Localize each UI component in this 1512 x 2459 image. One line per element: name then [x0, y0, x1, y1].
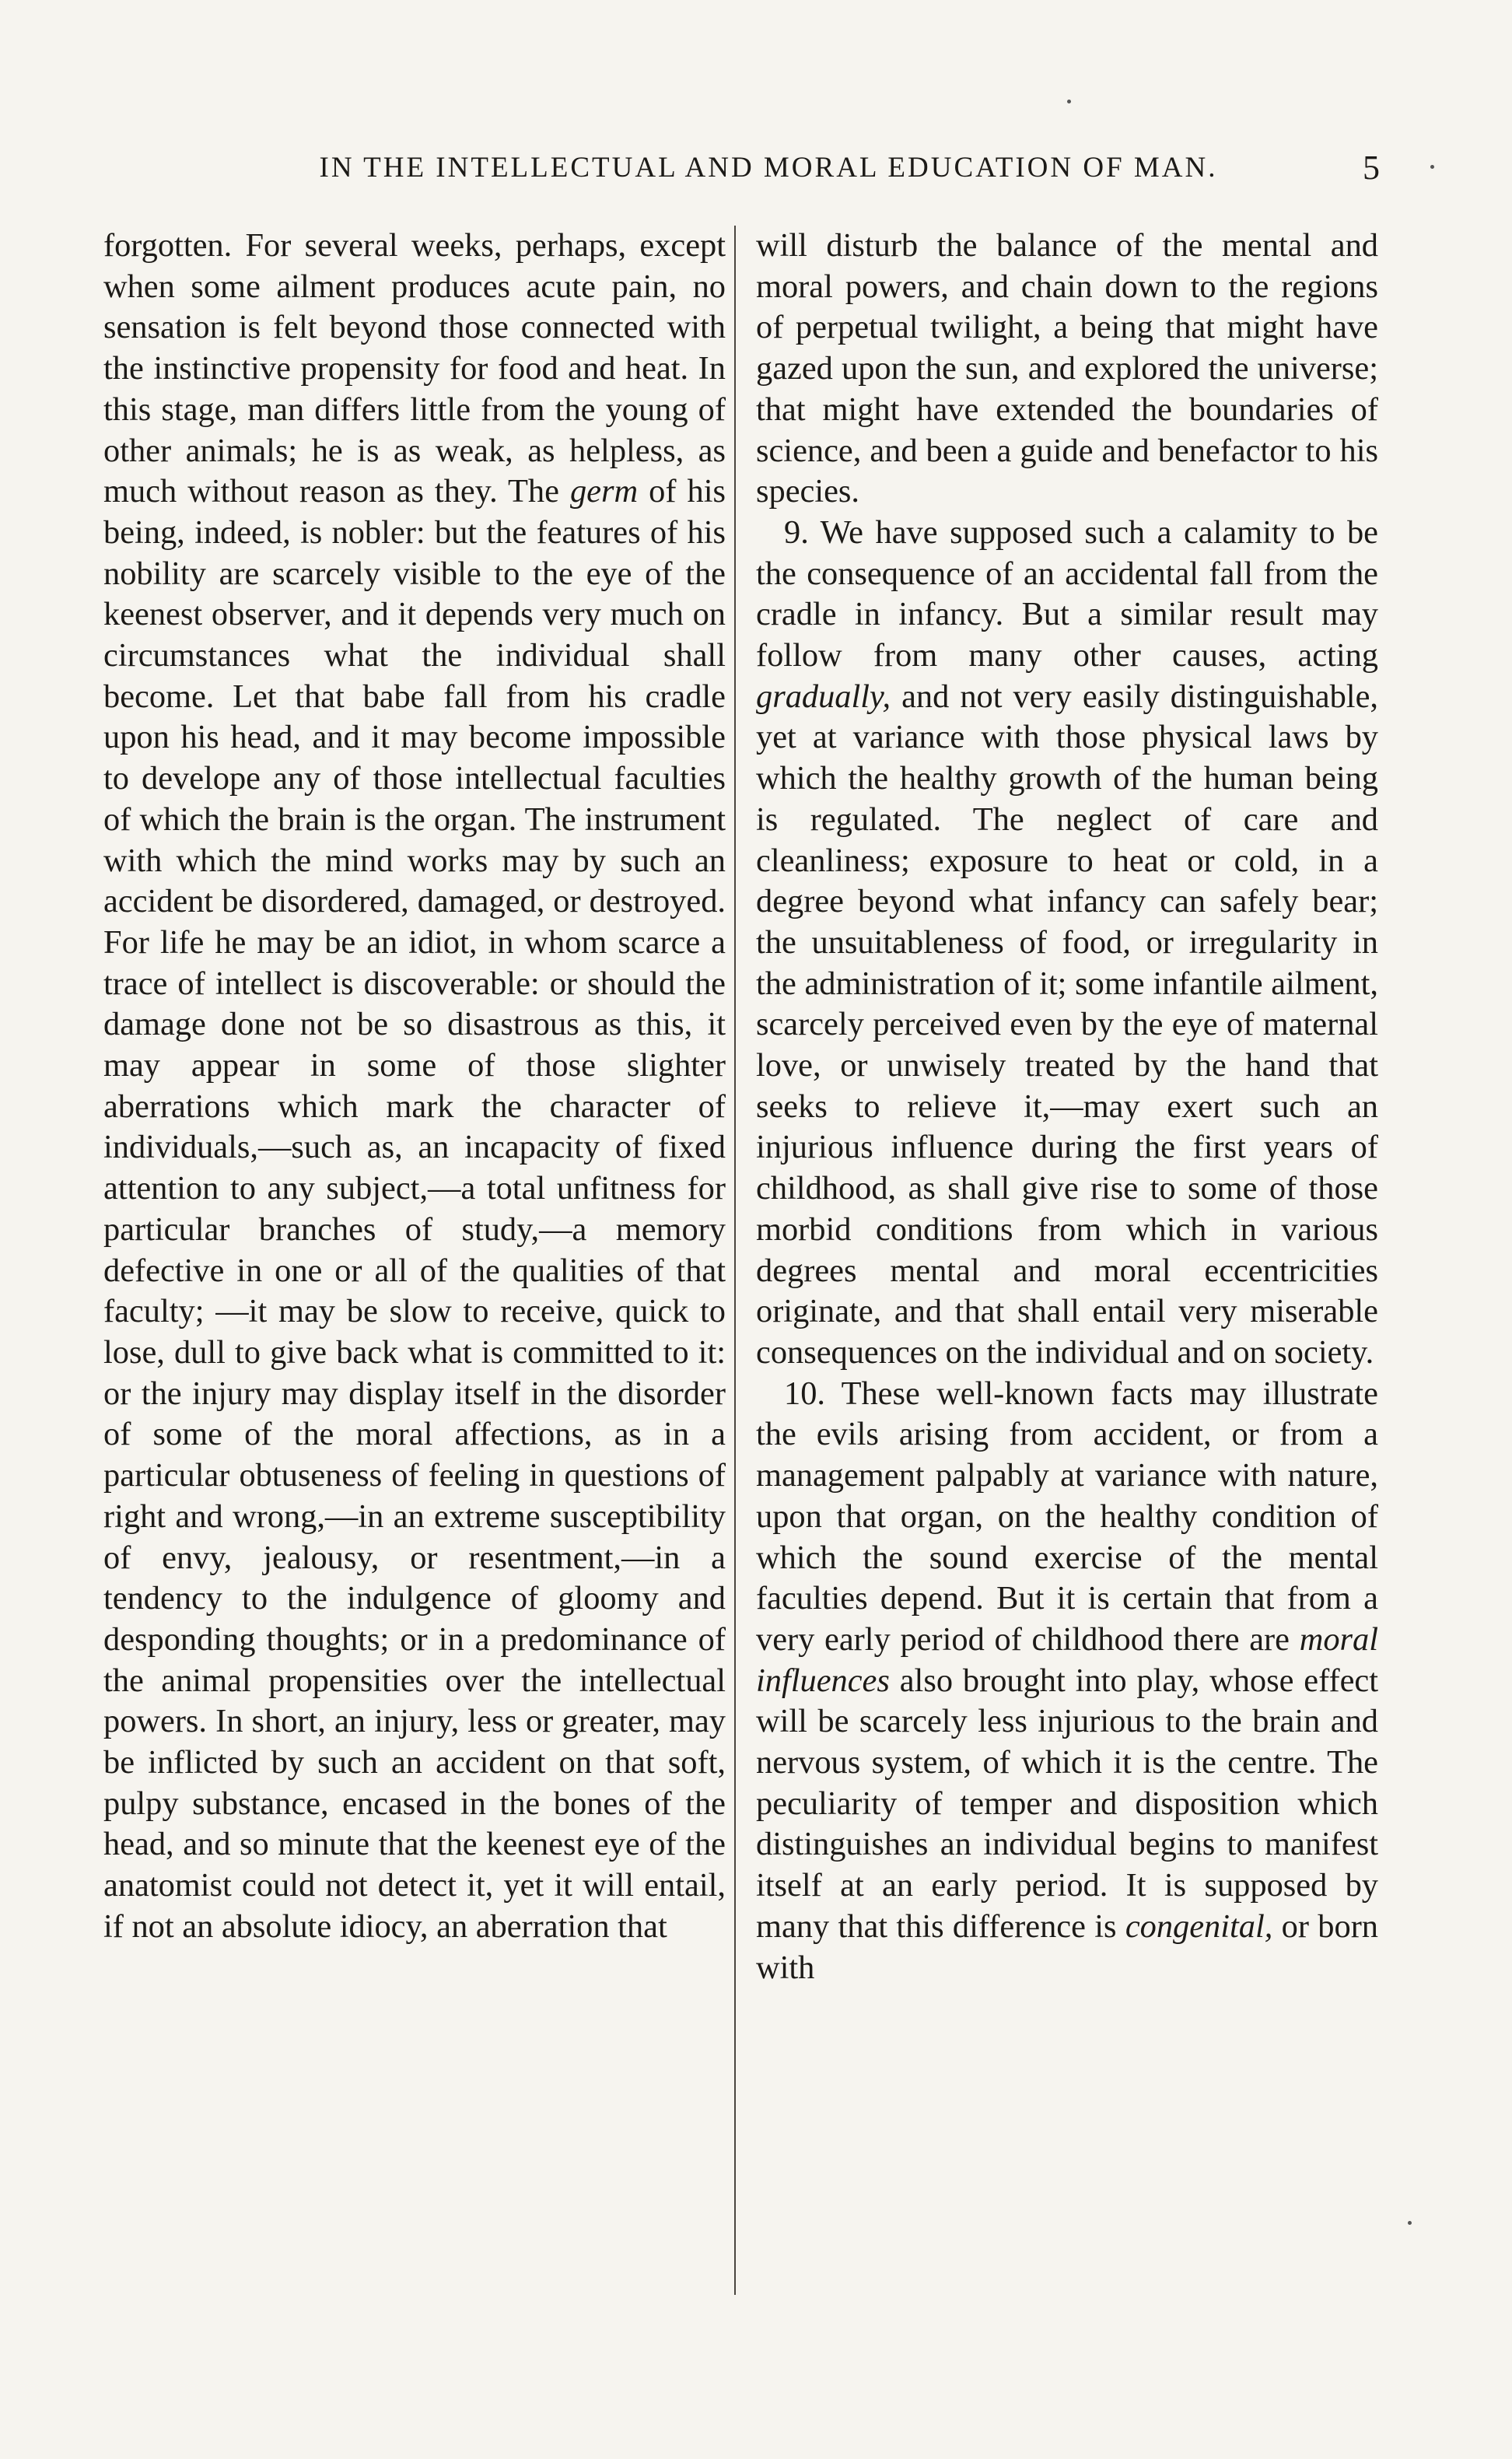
paragraph-10-text-c: or born with: [756, 1907, 1379, 1986]
column-divider: [734, 226, 736, 2295]
right-column: [756, 226, 1378, 1988]
paragraph-9-text-b: and not very easily distinguishable, yet at variance with those physical laws by which the healthy growth of the human being is regulated. The neglect of care and cleanliness; exposure to heat or cold, in a degree beyond what infancy can safely bear; the unsuitableness of food, or irregularity in the administration of it; some infantile ailment, scarcely perceived even by the eye of maternal love, or unwisely treated by the hand that seeks to relieve it,—may exert such an injurious influence during the first years of childhood, as shall give rise to some of those morbid conditions from which in various degrees mental and moral eccentricities originate, and that shall entail very miserable consequences on the individual and on society.: [756, 678, 1378, 1371]
left-column: [103, 226, 726, 1948]
right-paragraph-continued: will disturb the balance of the mental and moral powers, and chain down to the regions of perpetual twilight, a being that might have gazed upon the sun, and explored the universe; that might have extended the boundaries of science, and been a guide and benefactor to his species.: [756, 227, 1378, 510]
running-title: IN THE INTELLECTUAL AND MORAL EDUCATION OF MAN.: [319, 152, 1218, 184]
paragraph-9-number: 9.: [784, 513, 809, 551]
print-speck: [1408, 2221, 1412, 2225]
germ-emphasis: germ: [569, 473, 639, 510]
gradually-emphasis: gradually,: [756, 678, 891, 715]
paragraph-10-number: 10.: [784, 1375, 825, 1412]
paragraph-10-text-b: also brought into play, whose effect will be scarcely less injurious to the brain and nervous system, of which it is the centre. The peculiarity of temper and disposition which distinguishes an individual begins to manifest itself at an early period. It is supposed by many that this difference is: [756, 1662, 1378, 1945]
paragraph-10: [756, 1374, 1378, 1989]
paragraph-9: [756, 513, 1378, 1374]
paragraph-10-text-a: These well-known facts may illustrate the evils arising from accident, or from a management palpably at variance with nature, upon that organ, on the healthy condition of which the sound exercise of the mental faculties depend. But it is certain that from a very early period of childhood there are: [756, 1375, 1378, 1658]
print-speck: [1430, 165, 1434, 169]
left-para-text-b: of his being, indeed, is nobler: but the features of his nobility are scarcely visible to the eye of the keenest observer, and it depends very much on circumstances what the individual shall become. Let that babe fall from his cradle upon his head, and it may become impossible to develope any of those intellectual faculties of which the brain is the organ. The instrument with which the mind works may by such an accident be disordered, damaged, or destroyed. For life he may be an idiot, in whom scarce a trace of intellect is discoverable: or should the damage done not be so disastrous as this, it may appear in some of those slighter aberrations which mark the character of individuals,—such as, an incapacity of fixed attention to any subject,—a total unfitness for particular branches of study,—a memory defective in one or all of the qualities of that faculty; —it may be slow to receive, quick to lose, dull to give back what is committed to it: or the injury may display itself in the disorder of some of the moral affections, as in a particular obtuseness of feeling in questions of right and wrong,—in an extreme susceptibility of envy, jealousy, or resentment,—in a tendency to the indulgence of gloomy and desponding thoughts; or in a predominance of the animal propensities over the intellectual powers. In short, an injury, less or greater, may be inflicted by such an accident on that soft, pulpy substance, encased in the bones of the head, and so minute that the keenest eye of the anatomist could not detect it, yet it will entail, if not an absolute idiocy, an aberration that: [103, 473, 726, 1945]
moral-influences-emphasis: moral influences: [756, 1620, 1378, 1699]
congenital-emphasis: congenital,: [1125, 1907, 1273, 1945]
page-header: [185, 145, 1380, 191]
left-paragraph: [103, 226, 726, 1948]
page-number: 5: [1363, 149, 1380, 187]
left-para-text-a: forgotten. For several weeks, perhaps, except when some ailment produces acute pain, no sensation is felt beyond those connected with the instinctive propensity for food and heat. In this stage, man differs little from the young of other animals; he is as weak, as helpless, as much without reason as they. The: [103, 227, 726, 510]
print-speck: [1067, 100, 1071, 103]
paragraph-9-text-a: We have supposed such a calamity to be the consequence of an accidental fall from the cradle in infancy. But a similar result may follow from many other causes, acting: [756, 513, 1378, 674]
